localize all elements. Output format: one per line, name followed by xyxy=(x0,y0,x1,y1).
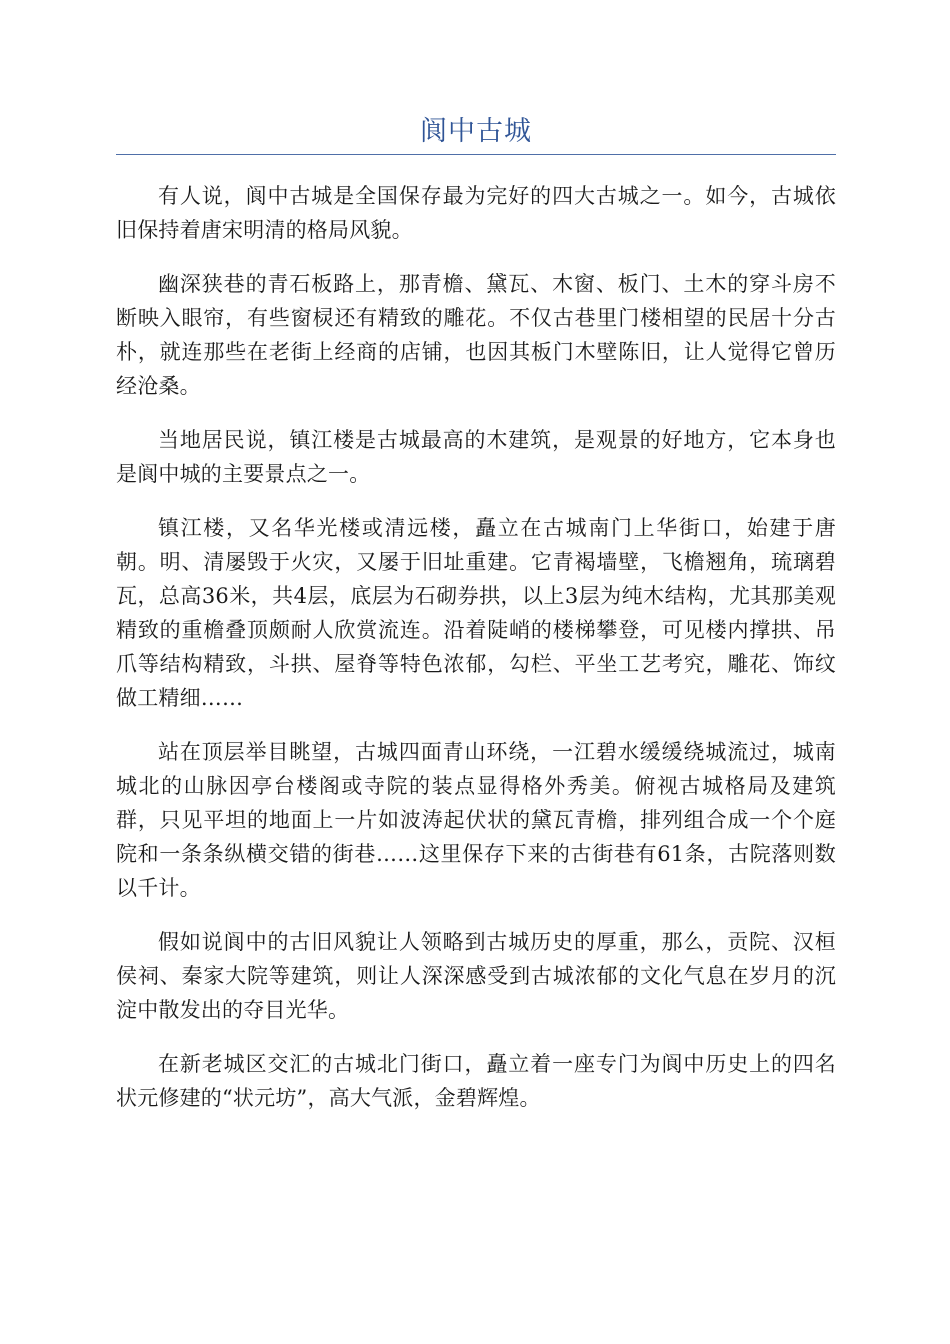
paragraph-3: 当地居民说，镇江楼是古城最高的木建筑，是观景的好地方，它本身也是阆中城的主要景点之一。 xyxy=(116,428,836,486)
title-underline xyxy=(116,154,836,155)
paragraph-2: 幽深狭巷的青石板路上，那青檐、黛瓦、木窗、板门、土木的穿斗房不断映入眼帘，有些窗棂还有精致的雕花。不仅古巷里门楼相望的民居十分古朴，就连那些在老街上经商的店铺，也因其板门木壁陈旧，让人觉得它曾历经沧桑。 xyxy=(116,272,836,398)
document-body xyxy=(116,179,836,1115)
paragraph-4: 镇江楼，又名华光楼或清远楼，矗立在古城南门上华街口，始建于唐朝。明、清屡毁于火灾，又屡于旧址重建。它青褐墙壁，飞檐翘角，琉璃碧瓦，总高36米，共4层，底层为石砌券拱，以上3层为纯木结构，尤其那美观精致的重檐叠顶颇耐人欣赏流连。沿着陡峭的楼梯攀登，可见楼内撑拱、吊爪等结构精致，斗拱、屋脊等特色浓郁，勾栏、平坐工艺考究，雕花、饰纹做工精细…… xyxy=(116,516,836,710)
paragraph-6: 假如说阆中的古旧风貌让人领略到古城历史的厚重，那么，贡院、汉桓侯祠、秦家大院等建筑，则让人深深感受到古城浓郁的文化气息在岁月的沉淀中散发出的夺目光华。 xyxy=(116,930,836,1022)
paragraph-1: 有人说，阆中古城是全国保存最为完好的四大古城之一。如今，古城依旧保持着唐宋明清的格局风貌。 xyxy=(116,184,836,242)
paragraph-7: 在新老城区交汇的古城北门街口，矗立着一座专门为阆中历史上的四名状元修建的“状元坊”，高大气派，金碧辉煌。 xyxy=(116,1052,836,1110)
document-page xyxy=(116,0,836,1135)
document-title: 阆中古城 xyxy=(420,116,532,147)
paragraph-5: 站在顶层举目眺望，古城四面青山环绕，一江碧水缓缓绕城流过，城南城北的山脉因亭台楼阁或寺院的装点显得格外秀美。俯视古城格局及建筑群，只见平坦的地面上一片如波涛起伏状的黛瓦青檐，排列组合成一个个庭院和一条条纵横交错的街巷……这里保存下来的古街巷有61条，古院落则数以千计。 xyxy=(116,740,836,900)
